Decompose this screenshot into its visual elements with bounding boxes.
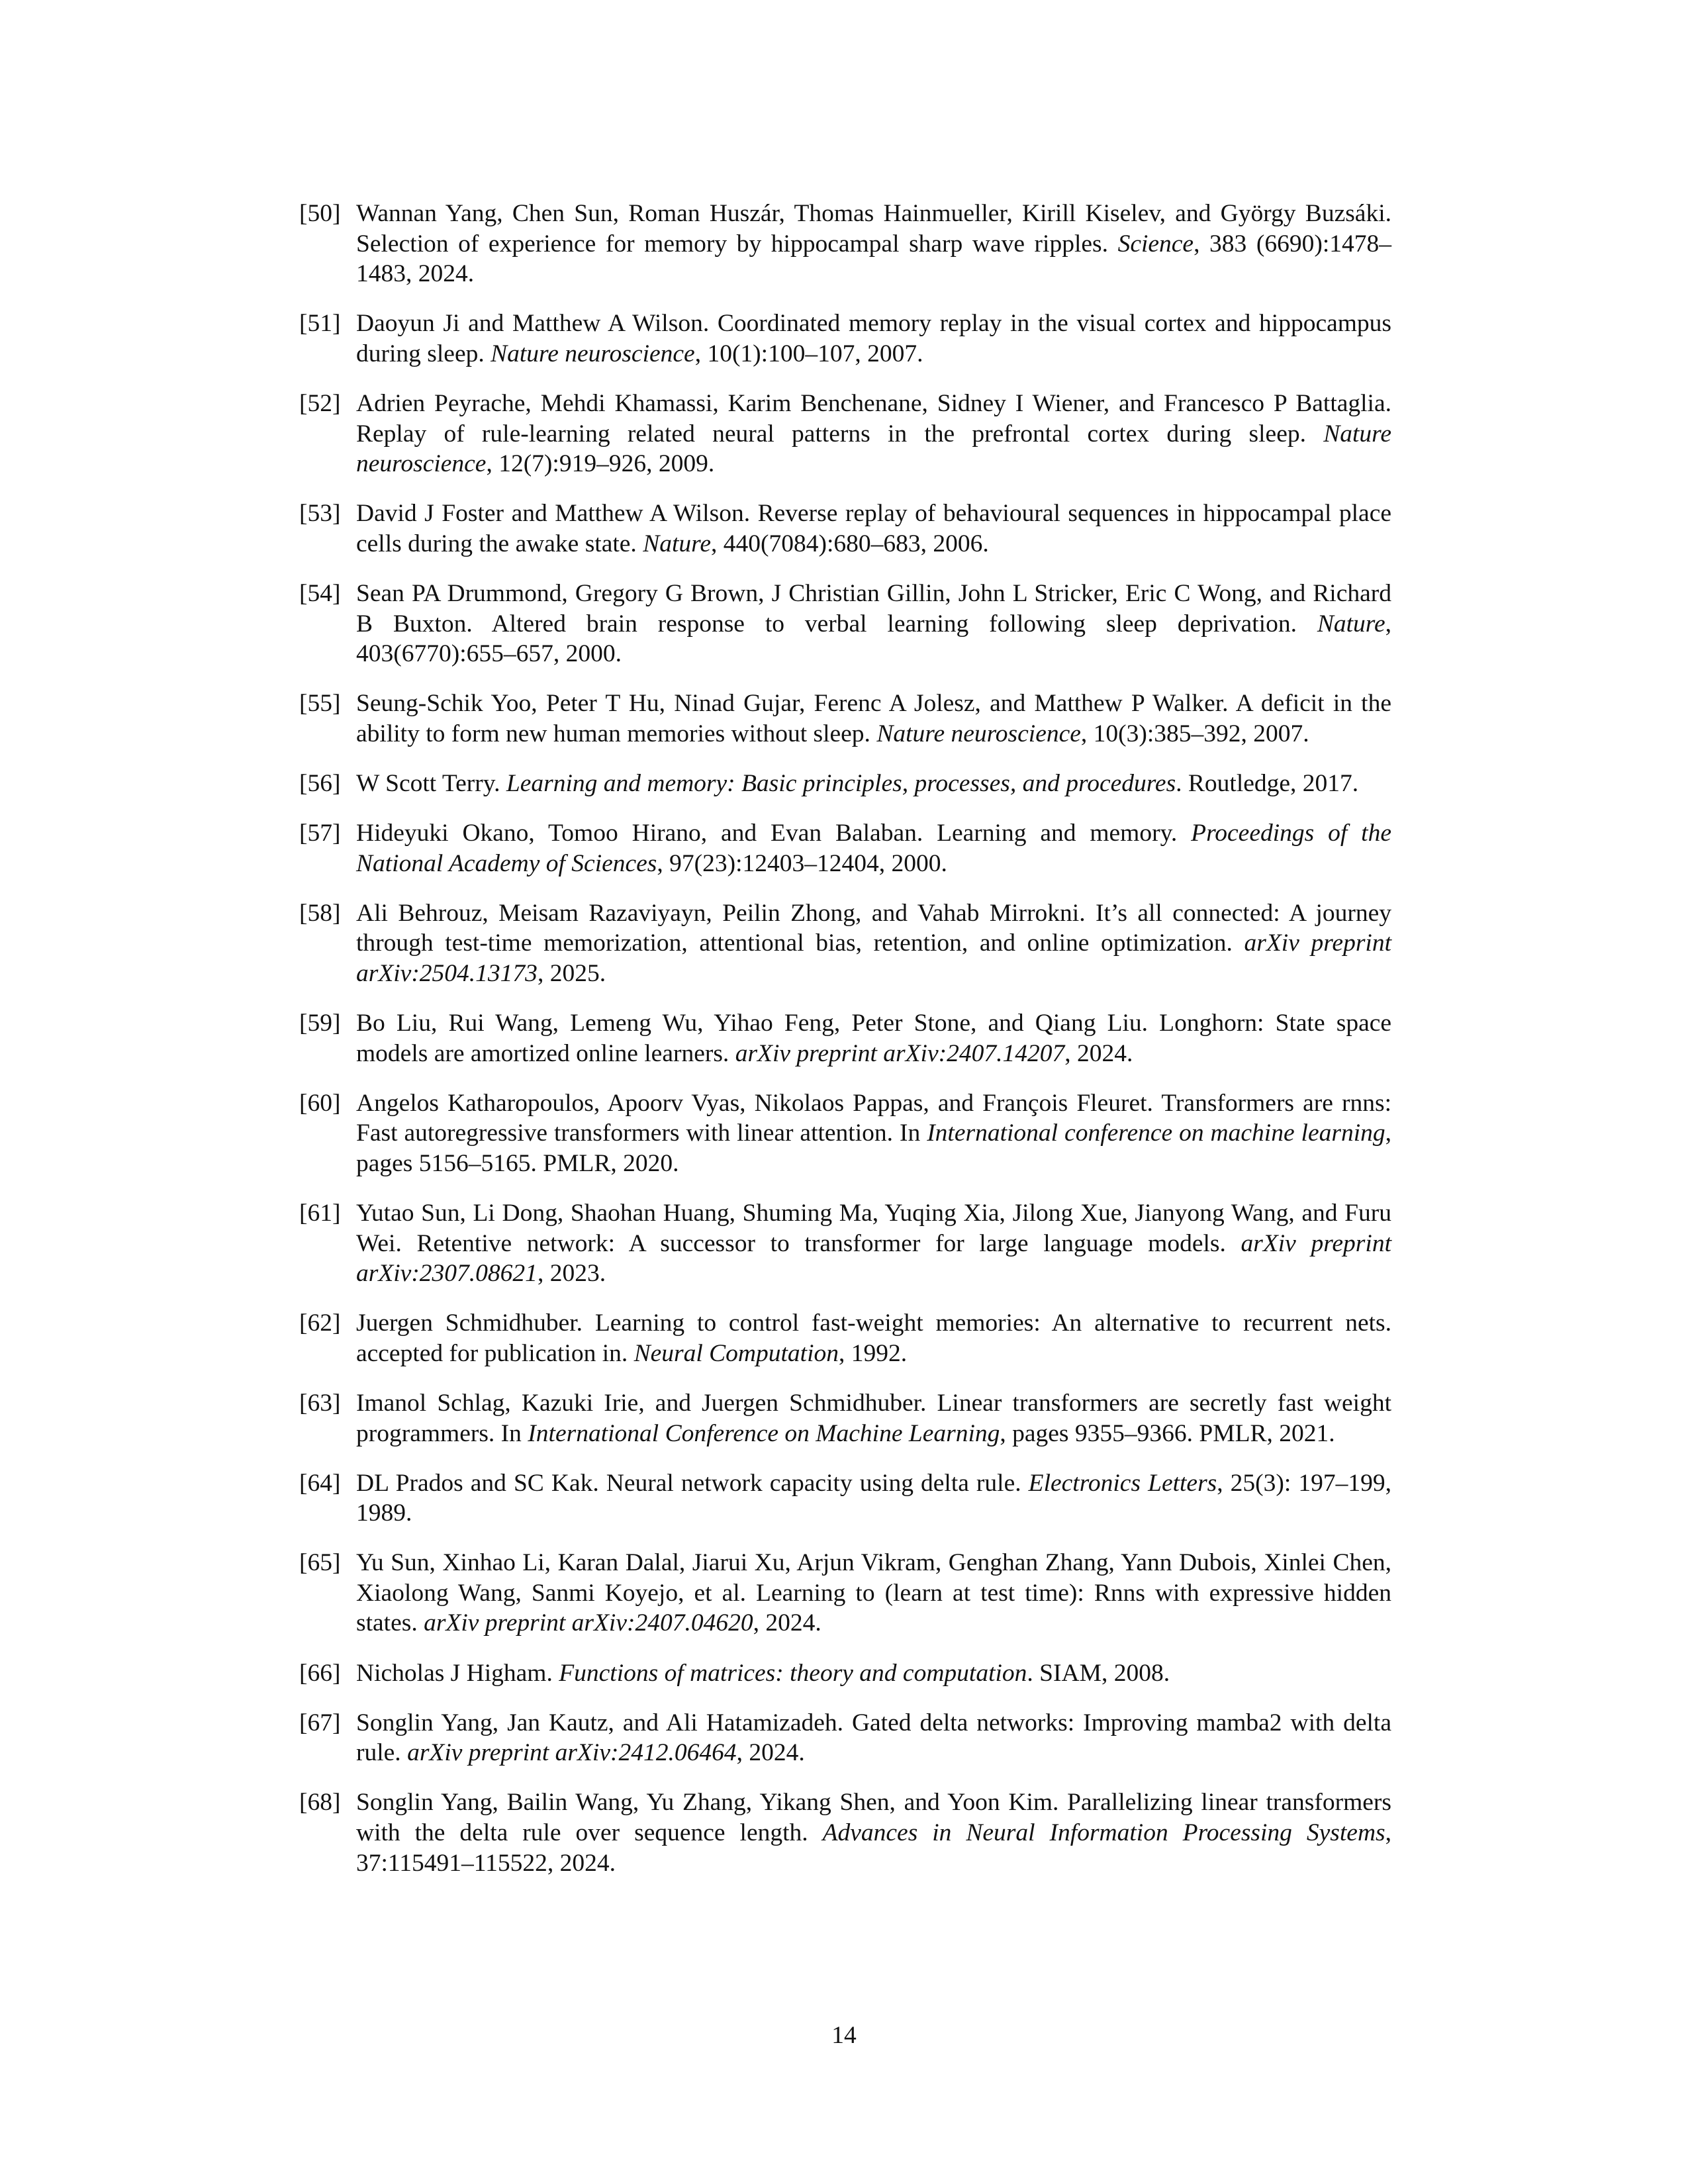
reference-number: [61]: [299, 1199, 341, 1227]
reference-number: [63]: [299, 1389, 341, 1417]
reference-item: [299, 579, 1391, 669]
reference-number: [52]: [299, 389, 341, 417]
reference-segment: , 2023.: [537, 1260, 606, 1288]
reference-segment: , 10(3):385–392, 2007.: [1080, 720, 1309, 747]
reference-item: [299, 1658, 1391, 1689]
reference-venue: arXiv preprint arXiv:2307.08621: [356, 1229, 1391, 1288]
reference-segment: . Routledge, 2017.: [1176, 769, 1359, 797]
reference-item: [299, 1468, 1391, 1529]
reference-segment: , 97(23):12403–12404, 2000.: [657, 849, 947, 877]
reference-number: [62]: [299, 1309, 341, 1337]
reference-segment: Yutao Sun, Li Dong, Shaohan Huang, Shuming Ma, Yuqing Xia, Jilong Xue, Jianyong Wang, and Furu Wei. Retentive network: A successor to transformer for large language models.: [356, 1199, 1391, 1257]
reference-venue: International conference on machine learning: [927, 1119, 1385, 1147]
reference-text: [356, 820, 1391, 877]
reference-text: [356, 900, 1391, 987]
reference-number: [50]: [299, 200, 341, 227]
reference-venue: Nature neuroscience: [876, 720, 1081, 747]
reference-text: [356, 1010, 1391, 1067]
reference-segment: Daoyun Ji and Matthew A Wilson. Coordinated memory replay in the visual cortex and hippocampus during sleep.: [356, 310, 1391, 367]
reference-segment: Yu Sun, Xinhao Li, Karan Dalal, Jiarui Xu, Arjun Vikram, Genghan Zhang, Yann Dubois, Xinlei Chen, Xiaolong Wang, Sanmi Koyejo, et al. Learning to (learn at test time): Rnns with expressive hidden states.: [356, 1549, 1391, 1637]
reference-segment: , 1992.: [839, 1339, 908, 1367]
reference-item: [299, 1198, 1391, 1289]
reference-text: [356, 690, 1391, 747]
reference-item: [299, 1088, 1391, 1179]
reference-segment: , 2024.: [753, 1609, 821, 1637]
reference-item: [299, 1388, 1391, 1448]
reference-text: [356, 1709, 1391, 1767]
reference-number: [64]: [299, 1469, 341, 1497]
reference-venue: Learning and memory: Basic principles, processes, and procedures: [506, 769, 1176, 797]
reference-venue: Functions of matrices: theory and computation: [559, 1659, 1027, 1687]
reference-text: [356, 1090, 1391, 1177]
reference-item: [299, 389, 1391, 479]
reference-number: [57]: [299, 820, 341, 847]
reference-segment: Angelos Katharopoulos, Apoorv Vyas, Nikolaos Pappas, and François Fleuret. Transformers are rnns: Fast autoregressive transformers with linear attention. In: [356, 1089, 1391, 1147]
reference-item: [299, 309, 1391, 369]
reference-segment: , 2024.: [736, 1739, 805, 1767]
reference-segment: Sean PA Drummond, Gregory G Brown, J Christian Gillin, John L Stricker, Eric C Wong, and Richard B Buxton. Altered brain response to verbal learning following sleep deprivation.: [356, 579, 1391, 638]
reference-item: [299, 199, 1391, 289]
reference-number: [66]: [299, 1659, 341, 1687]
reference-venue: International Conference on Machine Learning: [528, 1419, 1000, 1447]
reference-venue: Nature: [1317, 610, 1385, 638]
reference-item: [299, 499, 1391, 559]
reference-segment: Songlin Yang, Bailin Wang, Yu Zhang, Yikang Shen, and Yoon Kim. Parallelizing linear transformers with the delta rule over sequence length.: [356, 1789, 1391, 1846]
reference-item: [299, 1787, 1391, 1878]
reference-number: [59]: [299, 1009, 341, 1037]
reference-segment: David J Foster and Matthew A Wilson. Reverse replay of behavioural sequences in hippocampal place cells during the awake state.: [356, 500, 1391, 557]
reference-segment: , 2024.: [1064, 1039, 1133, 1067]
reference-segment: , 12(7):919–926, 2009.: [486, 450, 715, 478]
reference-segment: Juergen Schmidhuber. Learning to control fast-weight memories: An alternative to recurrent nets. accepted for publication in.: [356, 1309, 1391, 1367]
reference-list: [299, 199, 1391, 1898]
reference-venue: arXiv preprint arXiv:2504.13173: [356, 929, 1391, 987]
reference-venue: Nature neuroscience: [356, 420, 1391, 478]
reference-segment: Bo Liu, Rui Wang, Lemeng Wu, Yihao Feng, Peter Stone, and Qiang Liu. Longhorn: State space models are amortized online learners.: [356, 1009, 1391, 1067]
reference-segment: Imanol Schlag, Kazuki Irie, and Juergen Schmidhuber. Linear transformers are secretly fast weight programmers. In: [356, 1389, 1391, 1447]
reference-segment: Nicholas J Higham.: [356, 1659, 559, 1687]
reference-number: [65]: [299, 1549, 341, 1577]
reference-number: [58]: [299, 899, 341, 927]
page-number: 14: [831, 2022, 857, 2049]
reference-venue: Neural Computation: [633, 1339, 839, 1367]
reference-item: [299, 688, 1391, 749]
reference-segment: Songlin Yang, Jan Kautz, and Ali Hatamizadeh. Gated delta networks: Improving mamba2 with delta rule.: [356, 1709, 1391, 1767]
reference-text: [356, 1660, 1170, 1687]
reference-number: [54]: [299, 579, 341, 607]
reference-item: [299, 1008, 1391, 1068]
reference-item: [299, 1308, 1391, 1368]
reference-item: [299, 769, 1391, 799]
reference-segment: W Scott Terry.: [356, 769, 506, 797]
reference-venue: Nature: [643, 530, 711, 557]
reference-segment: , pages 9355–9366. PMLR, 2021.: [1000, 1419, 1335, 1447]
reference-segment: , 403(6770):655–657, 2000.: [356, 610, 1391, 668]
reference-text: [356, 770, 1358, 797]
reference-item: [299, 898, 1391, 989]
reference-segment: , 2025.: [537, 959, 606, 987]
reference-segment: Seung-Schik Yoo, Peter T Hu, Ninad Gujar, Ferenc A Jolesz, and Matthew P Walker. A deficit in the ability to form new human memories without sleep.: [356, 690, 1391, 747]
reference-text: [356, 1390, 1391, 1447]
reference-segment: , pages 5156–5165. PMLR, 2020.: [356, 1119, 1392, 1177]
reference-segment: , 440(7084):680–683, 2006.: [710, 530, 989, 557]
reference-venue: Proceedings of the National Academy of Sciences: [356, 820, 1391, 877]
reference-segment: . SIAM, 2008.: [1027, 1659, 1170, 1687]
reference-text: [356, 390, 1391, 477]
reference-number: [67]: [299, 1709, 341, 1736]
reference-venue: Electronics Letters: [1028, 1469, 1217, 1497]
reference-item: [299, 818, 1391, 878]
reference-text: [356, 1789, 1391, 1876]
reference-number: [55]: [299, 690, 341, 718]
reference-item: [299, 1548, 1391, 1638]
reference-venue: arXiv preprint arXiv:2412.06464: [407, 1739, 737, 1767]
reference-text: [356, 1549, 1391, 1637]
reference-number: [51]: [299, 310, 341, 338]
reference-segment: , 37:115491–115522, 2024.: [356, 1819, 1391, 1877]
reference-item: [299, 1708, 1391, 1768]
reference-text: [356, 1309, 1391, 1367]
reference-segment: Wannan Yang, Chen Sun, Roman Huszár, Thomas Hainmueller, Kirill Kiselev, and György Buzsáki. Selection of experience for memory by hippocampal sharp wave ripples.: [356, 200, 1391, 258]
reference-venue: arXiv preprint arXiv:2407.14207: [735, 1039, 1065, 1067]
reference-segment: Hideyuki Okano, Tomoo Hirano, and Evan Balaban. Learning and memory.: [356, 820, 1192, 847]
reference-venue: arXiv preprint arXiv:2407.04620: [424, 1609, 753, 1637]
reference-segment: , 10(1):100–107, 2007.: [694, 340, 923, 367]
reference-venue: Advances in Neural Information Processing Systems: [822, 1819, 1385, 1846]
reference-segment: , 25(3): 197–199, 1989.: [356, 1469, 1391, 1527]
reference-text: [356, 1470, 1391, 1527]
reference-segment: Adrien Peyrache, Mehdi Khamassi, Karim Benchenane, Sidney I Wiener, and Francesco P Battaglia. Replay of rule-learning related neural patterns in the prefrontal cortex during sleep.: [356, 389, 1391, 448]
reference-segment: DL Prados and SC Kak. Neural network capacity using delta rule.: [356, 1469, 1029, 1497]
reference-segment: Ali Behrouz, Meisam Razaviyayn, Peilin Zhong, and Vahab Mirrokni. It’s all connected: A journey through test-time memorization, attentional bias, retention, and online optimization.: [356, 899, 1391, 957]
reference-text: [356, 200, 1391, 287]
reference-number: [68]: [299, 1789, 341, 1817]
reference-number: [53]: [299, 500, 341, 528]
reference-venue: Nature neuroscience: [491, 340, 695, 367]
reference-number: [56]: [299, 769, 341, 797]
reference-text: [356, 580, 1391, 667]
reference-text: [356, 1200, 1391, 1287]
reference-number: [60]: [299, 1089, 341, 1117]
reference-segment: , 383 (6690):1478–1483, 2024.: [356, 230, 1391, 288]
reference-text: [356, 310, 1391, 367]
reference-venue: Science: [1117, 230, 1194, 258]
reference-text: [356, 500, 1391, 557]
